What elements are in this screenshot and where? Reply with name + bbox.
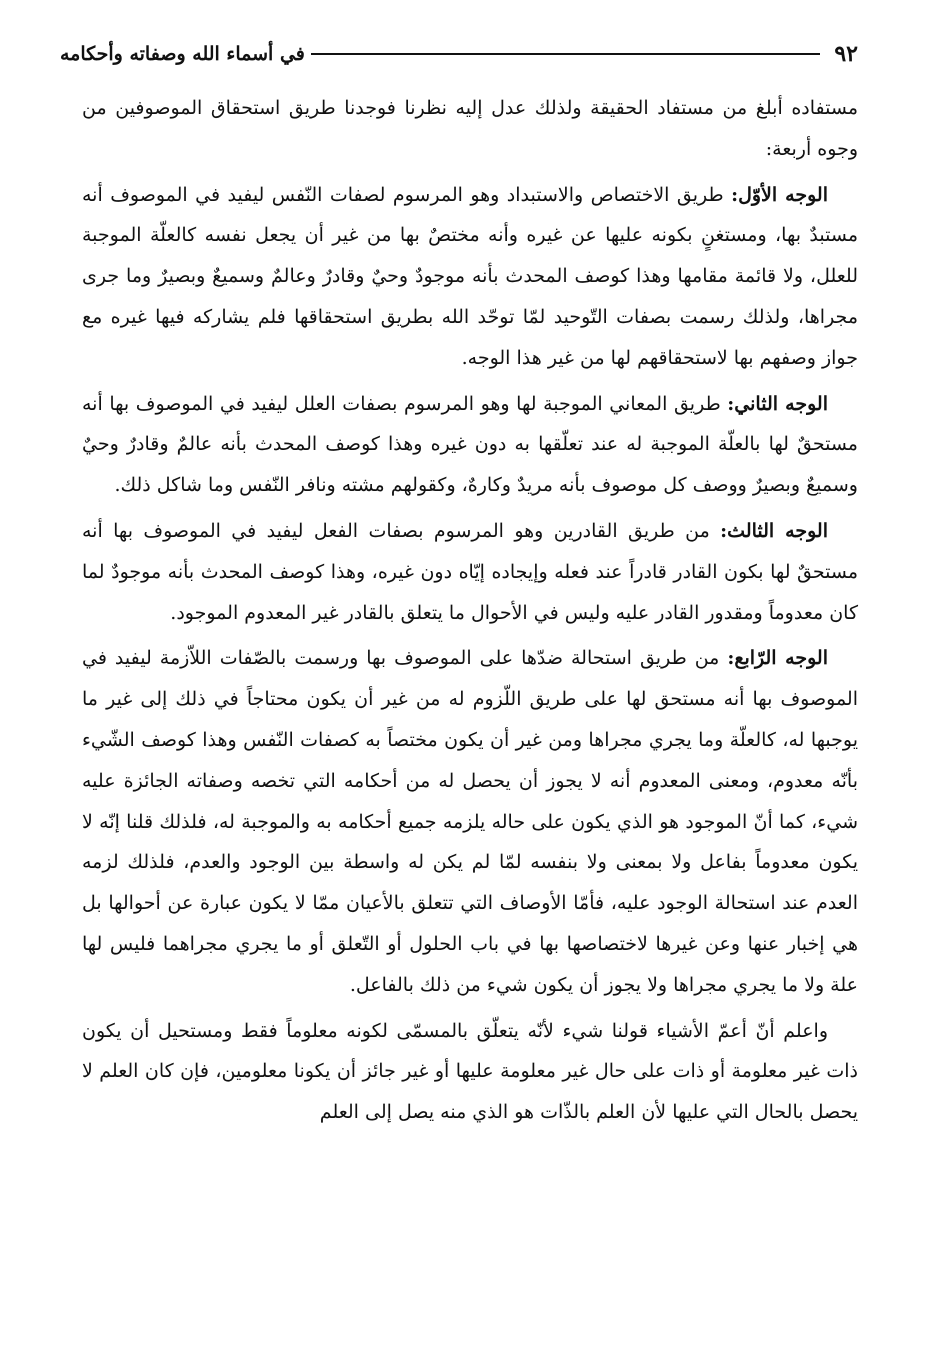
page-body <box>82 88 858 1138</box>
paragraph-label: الوجه الثالث: <box>720 519 828 542</box>
paragraph-first-way <box>82 175 858 379</box>
paragraph-text: طريق الاختصاص والاستبداد وهو المرسوم لصفات النّفس ليفيد في الموصوف أنه مستبدٌ بها، ومستغنٍ بكونه عليها عن غيره وأنه مختصٌ بها من غير أن يجعل نفسه كالعلّة الموجبة للعلل، ولا قائمة مقامها وهذا كوصف المحدث بأنه موجودٌ وحيٌ وقادرٌ وعالمٌ وسميعٌ وبصيرٌ وما جرى مجراها، ولذلك رسمت بصفات التّوحيد لمّا توحّد الله بطريق استحقاقها فلم يشاركه فيها غيره مع جواز وصفهم بها لاستحقاقهم لها من غير هذا الوجه. <box>82 183 858 369</box>
header-rule <box>311 53 821 55</box>
paragraph-label: الوجه الأوّل: <box>731 183 829 206</box>
running-title: في أسماء الله وصفاته وأحكامه <box>60 43 305 65</box>
paragraph-text: مستفاده أبلغ من مستفاد الحقيقة ولذلك عدل إليه نظرنا فوجدنا طريق استحقاق الموصوفين من وجوه أربعة: <box>82 97 859 160</box>
paragraph-second-way <box>82 384 858 506</box>
paragraph-fourth-way <box>82 638 858 1005</box>
page-number: ٩٢ <box>834 41 858 67</box>
paragraph-label: الوجه الثاني: <box>727 392 828 415</box>
paragraph-text: واعلم أنّ أعمّ الأشياء قولنا شيء لأنّه يتعلّق بالمسمّى لكونه معلوماً فقط ومستحيل أن يكون ذات غير معلومة أو ذات على حال غير معلومة عليها أو غير جائز أن يكونا معلومين، فإن كان العلم لا يحصل بالحال التي عليها لأن العلم بالذّات هو الذي منه يصل إلى العلم <box>82 1019 858 1124</box>
paragraph-text: من طريق القادرين وهو المرسوم بصفات الفعل ليفيد في الموصوف بها أنه مستحقٌ لها بكون القادر قادراً عند فعله وإيجاده إيّاه دون غيره، وهذا كوصف المحدث بأنه موجودٌ لما كان معدوماً ومقدور القادر عليه وليس في الأحوال ما يتعلق بالقادر غير المعدوم الموجود. <box>82 519 858 624</box>
paragraph-text: من طريق استحالة ضدّها على الموصوف بها ورسمت بالصّفات اللاّزمة ليفيد في الموصوف بها أنه مستحق لها على طريق اللّزوم له من غير أن يكون محتاجاً في ذلك إلى غير ما يوجبها له، كالعلّة وما يجري مجراها ومن غير أن يكون مختصاً به كصفات النّفس وهذا كوصف الشّيء بأنّه معدوم، ومعنى المعدوم أنه لا يجوز أن يحصل له من أحكامه التي تخصه وصفاته الجائزة عليه شيء، كما أنّ الموجود هو الذي يكون على حاله يلزمه جميع أحكامه به والموجبة له، فلذلك قلنا إنّه لا يكون معدوماً بفاعل ولا بمعنى ولا بنفسه لمّا لم يكن له واسطة بين الوجود والعدم، فلذلك لزمه العدم عند استحالة الوجود عليه، فأمّا الأوصاف التي تتعلق بالأعيان ممّا لا يكون عبارة عن أحوالها بل هي إخبار عنها وعن غيرها لاختصاصها بها في باب الحلول أو التّعلق أو ما يجري مجراهما فليس لها علة ولا ما يجري مجراها ولا يجوز أن يكون شيء من ذلك بالفاعل. <box>82 647 858 996</box>
page-header <box>60 34 858 74</box>
paragraph-closing <box>82 1011 858 1133</box>
paragraph-label: الوجه الرّابع: <box>727 647 828 670</box>
paragraph-text: طريق المعاني الموجبة لها وهو المرسوم بصفات العلل ليفيد في الموصوف بها أنه مستحقٌ لها بالعلّة الموجبة له عند تعلّقها به دون غيره وهذا كوصف المحدث بأنه عالمٌ وقادرٌ وحيٌ وسميعٌ وبصيرٌ ووصف كل موصوف بأنه مريدٌ وكارهٌ، وكقولهم مشته ونافر النّفس وما شاكل ذلك. <box>82 392 858 497</box>
paragraph-intro <box>82 88 858 170</box>
paragraph-third-way <box>82 511 858 633</box>
